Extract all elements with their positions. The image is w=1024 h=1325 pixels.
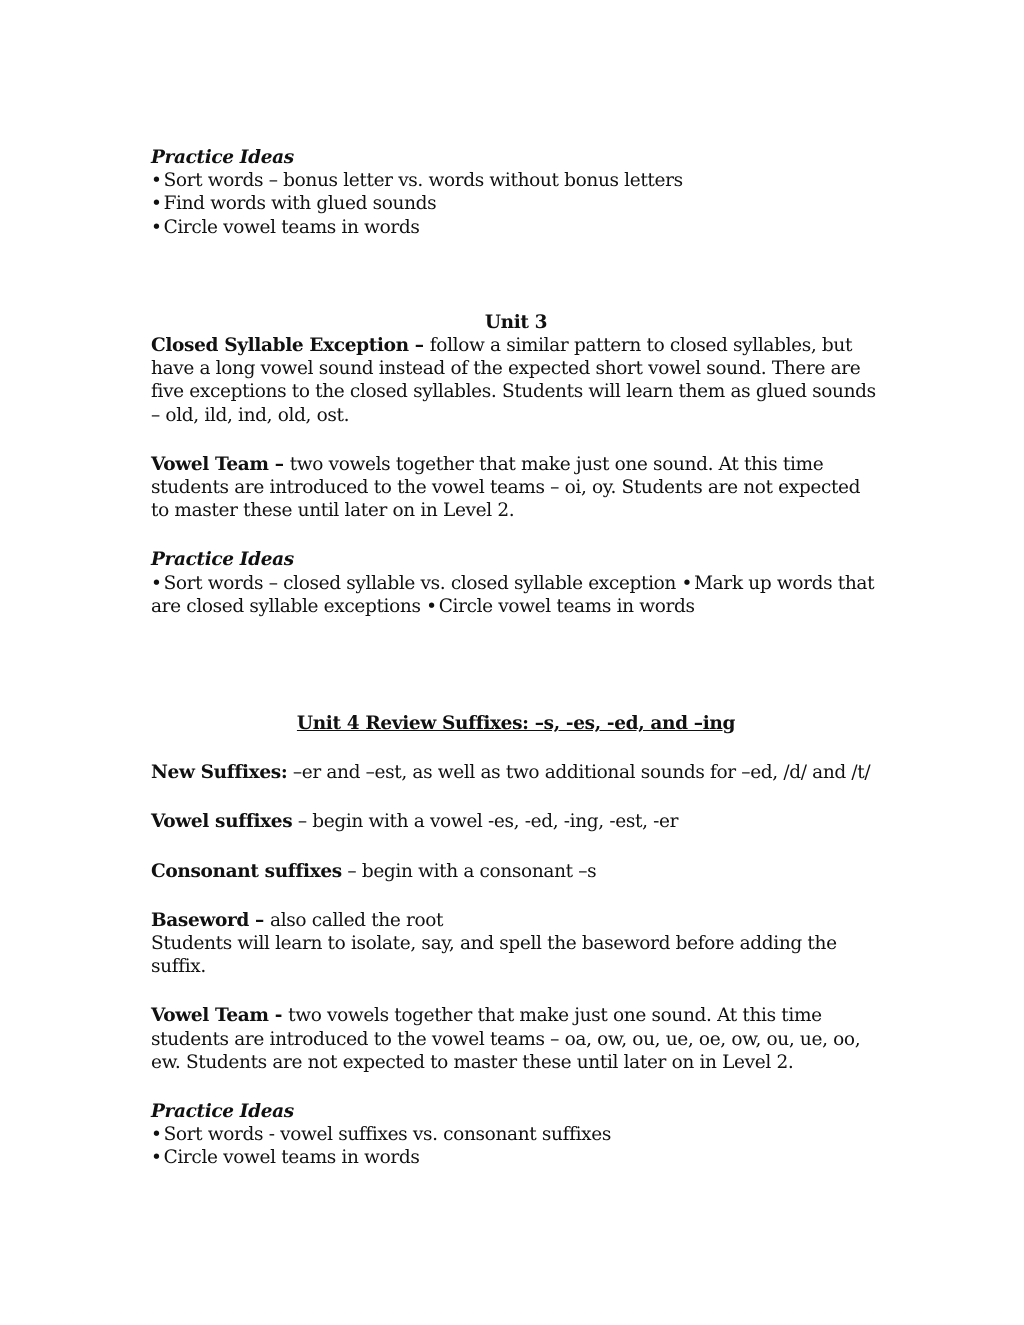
baseword-note: Students will learn to isolate, say, and spell the baseword before adding the suffix. (151, 933, 837, 978)
baseword-text: also called the root (270, 909, 444, 931)
practice-ideas-heading: Practice Ideas (151, 549, 294, 571)
new-suffixes-text: –er and –est, as well as two additional sounds for –ed, /d/ and /t/ (287, 762, 871, 784)
consonant-suffixes-term: Consonant suffixes (151, 860, 342, 882)
unit-4-title-text: Unit 4 Review Suffixes: –s, -es, -ed, and –ing (296, 713, 736, 735)
closed-syllable-exception-definition (151, 334, 881, 427)
vowel-team-definition (151, 1004, 881, 1074)
vowel-suffixes-text: – begin with a vowel -es, -ed, -ing, -est, -er (292, 811, 679, 833)
vowel-team-definition (151, 453, 881, 523)
practice-bullet: • Circle vowel teams in words (151, 216, 881, 239)
vowel-team-text: two vowels together that make just one sound. At this time students are introduced to the vowel teams – oa, ow, ou, ue, oe, ow, ou, ue, oo, ew. Students are not expected to master these until later on in Level 2. (151, 1005, 861, 1073)
practice-ideas-paragraph (151, 572, 881, 618)
closed-syllable-exception-text: follow a similar pattern to closed syllables, but have a long vowel sound instead of the expected short vowel sound. There are five exceptions to the closed syllables. Students will learn them as glued sounds – old, ild, ind, old, ost. (151, 335, 876, 426)
practice-ideas-heading: Practice Ideas (151, 1101, 294, 1123)
practice-bullet: • Mark up words that are closed syllable exceptions (151, 573, 874, 617)
practice-bullet: • Circle vowel teams in words (426, 596, 695, 617)
practice-bullet: • Sort words – bonus letter vs. words without bonus letters (151, 169, 881, 192)
consonant-suffixes-definition (151, 860, 881, 883)
unit-4-title (151, 712, 881, 735)
closed-syllable-exception-term: Closed Syllable Exception – (151, 335, 430, 357)
practice-bullet: • Sort words - vowel suffixes vs. consonant suffixes (151, 1123, 881, 1146)
vowel-team-term: Vowel Team – (151, 453, 290, 475)
practice-bullet: • Find words with glued sounds (151, 192, 881, 215)
baseword-definition (151, 909, 881, 932)
practice-bullet: • Circle vowel teams in words (151, 1146, 881, 1169)
practice-ideas-heading: Practice Ideas (151, 147, 294, 168)
vowel-suffixes-term: Vowel suffixes (151, 811, 293, 833)
new-suffixes-term: New Suffixes: (151, 762, 288, 784)
vowel-suffixes-definition (151, 810, 881, 833)
vowel-team-text: two vowels together that make just one sound. At this time students are introduced to the vowel teams – oi, oy. Students are not expected to master these until later on in Level 2. (151, 453, 861, 522)
practice-bullet: • Sort words – closed syllable vs. closed syllable exception (151, 573, 682, 594)
baseword-term: Baseword – (151, 909, 271, 931)
unit-3-title: Unit 3 (484, 311, 548, 333)
document-page (151, 146, 881, 1170)
consonant-suffixes-text: – begin with a consonant –s (341, 860, 597, 882)
new-suffixes-definition (151, 761, 881, 784)
vowel-team-term: Vowel Team - (151, 1005, 289, 1027)
